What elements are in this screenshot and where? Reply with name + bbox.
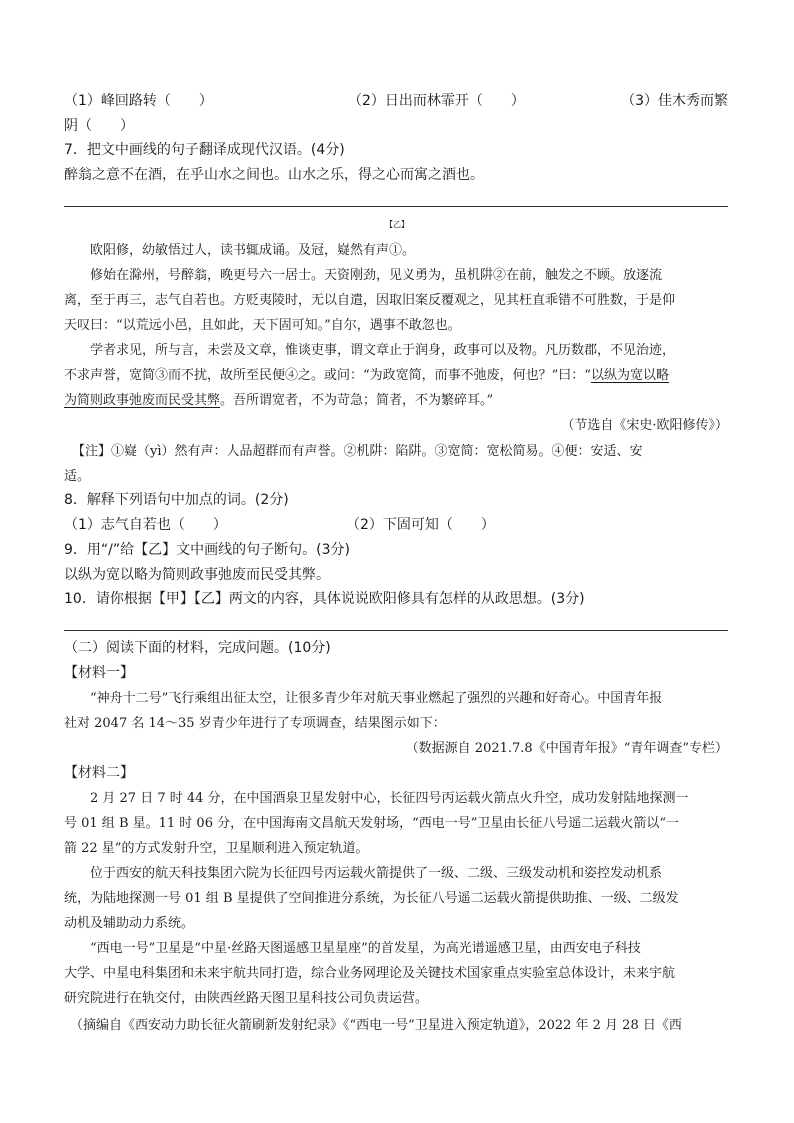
yi-underlined-sentence-part1: 以纵为宽以略 (590, 368, 669, 383)
yi-p2-line3: 天叹曰：“以荒远小邑，且如此，天下固可知。”自尔，遇事不敢忽也。 (64, 318, 461, 333)
yi-p2-line1: 修始在滁州，号醉翁，晚更号六一居士。天资刚劲，见义勇为，虽机阱②在前，触发之不顾。放逐流 (90, 268, 663, 283)
q6-item1: （1）峰回路转（ ） (64, 93, 213, 109)
q6-item2: （2）日出而林霏开（ ） (348, 93, 525, 109)
material2-p1-line1: 2 月 27 日 7 时 44 分，在中国酒泉卫星发射中心，长征四号丙运载火箭点火升空，成功发射陆地探测一 (90, 791, 689, 806)
material1-line2: 社对 2047 名 14～35 岁青少年进行了专项调查，结果图示如下： (64, 716, 446, 731)
material2-p3-line2: 大学、中星电科集团和未来宇航共同打造，综合业务网理论及关键技术国家重点实验室总体设计，未来宇航 (64, 966, 676, 981)
q6-line2: 阴（ ） (64, 118, 134, 134)
yi-p3-line2 (64, 366, 669, 386)
material1-line1: “神舟十二号”飞行乘组出征太空，让很多青少年对航天事业燃起了强烈的兴趣和好奇心。中国青年报 (90, 691, 663, 706)
yi-p3-line1: 学者求见，所与言，未尝及文章，惟谈吏事，谓文章止于润身，政事可以及物。凡历数郡，不见治迹， (90, 343, 676, 358)
yi-underlined-sentence-part2: 为简则政事弛废而民受其弊 (64, 393, 221, 408)
material2-p2-line1: 位于西安的航天科技集团六院为长征四号丙运载火箭提供了一级、二级、三级发动机和姿控发动机系 (90, 866, 663, 881)
yi-source: （节选自《宋史·欧阳修传》） (561, 418, 728, 433)
section-divider (64, 206, 728, 207)
material2-source: （摘编自《西安动力助长征火箭刷新发射纪录》《“西电一号”卫星进入预定轨道》，2022 年 2 月 28 日《西 (70, 1018, 682, 1033)
q8-item1: （1）志气自若也（ ） (64, 517, 227, 533)
q10-title: 10．请你根据【甲】【乙】两文的内容，具体说说欧阳修具有怎样的从政思想。(3分) (64, 591, 585, 607)
material2-p3-line3: 研究院进行在轨交付，由陕西丝路天图卫星科技公司负责运营。 (64, 991, 429, 1006)
yi-heading: 【乙】 (385, 220, 409, 229)
material1-heading: 【材料一】 (64, 665, 134, 681)
yi-p2-line2: 离，至于再三，志气自若也。方贬夷陵时，无以自遣，因取旧案反覆观之，见其枉直乖错不可胜数，于是仰 (64, 293, 676, 308)
yi-note-line2: 适。 (64, 469, 91, 484)
material2-p1-line3: 箭 22 星”的方式发射升空，卫星顺利进入预定轨道。 (64, 841, 369, 856)
yi-p3-line3 (64, 391, 493, 411)
q9-title: 9．用“/”给【乙】文中画线的句子断句。(3分) (64, 542, 350, 558)
material2-p2-line2: 统，为陆地探测一号 01 组 B 星提供了空间推进分系统，为长征八号遥二运载火箭提供助推、一级、二级发 (64, 891, 679, 906)
q6-item3: （3）佳木秀而繁 (621, 93, 728, 109)
material2-heading: 【材料二】 (64, 765, 134, 781)
yi-paragraph-1: 欧阳修，幼敏悟过人，读书辄成诵。及冠，嶷然有声①。 (90, 243, 416, 258)
q8-item2: （2）下固可知（ ） (346, 517, 495, 533)
yi-note-line1: 【注】①嶷（yì）然有声：人品超群而有声誉。②机阱：陷阱。③宽简：宽松简易。④便：安适、安 (72, 444, 643, 459)
material2-p2-line3: 动机及辅助动力系统。 (64, 916, 195, 931)
q8-title: 8．解释下列语句中加点的词。(2分) (64, 492, 289, 508)
part2-title: （二）阅读下面的材料，完成问题。(10分) (64, 640, 331, 656)
q7-sentence: 醉翁之意不在酒，在乎山水之间也。山水之乐，得之心而寓之酒也。 (64, 167, 484, 183)
material2-p3-line1: “西电一号”卫星是“中星·丝路天图遥感卫星星座”的首发星，为高光谱遥感卫星，由西安电子科技 (90, 941, 641, 956)
q9-sentence: 以纵为宽以略为简则政事弛废而民受其弊。 (64, 567, 330, 583)
material1-source: （数据源自 2021.7.8《中国青年报》“青年调查”专栏） (405, 741, 728, 756)
material2-p1-line2: 号 01 组 B 星。11 时 06 分，在中国海南文昌航天发射场，“西电一号”卫星由长征八号遥二运载火箭以“一 (64, 816, 680, 831)
section-divider-2 (64, 630, 728, 631)
yi-p3-line2-text: 不求声誉，宽简③而不扰，故所至民便④之。或问：“为政宽简，而事不弛废，何也？”曰：“ (64, 368, 591, 383)
q7-title: 7．把文中画线的句子翻译成现代汉语。(4分) (64, 142, 345, 158)
yi-p3-line3-text: 。吾所谓宽者，不为苛急；简者，不为繁碎耳。” (220, 393, 494, 408)
